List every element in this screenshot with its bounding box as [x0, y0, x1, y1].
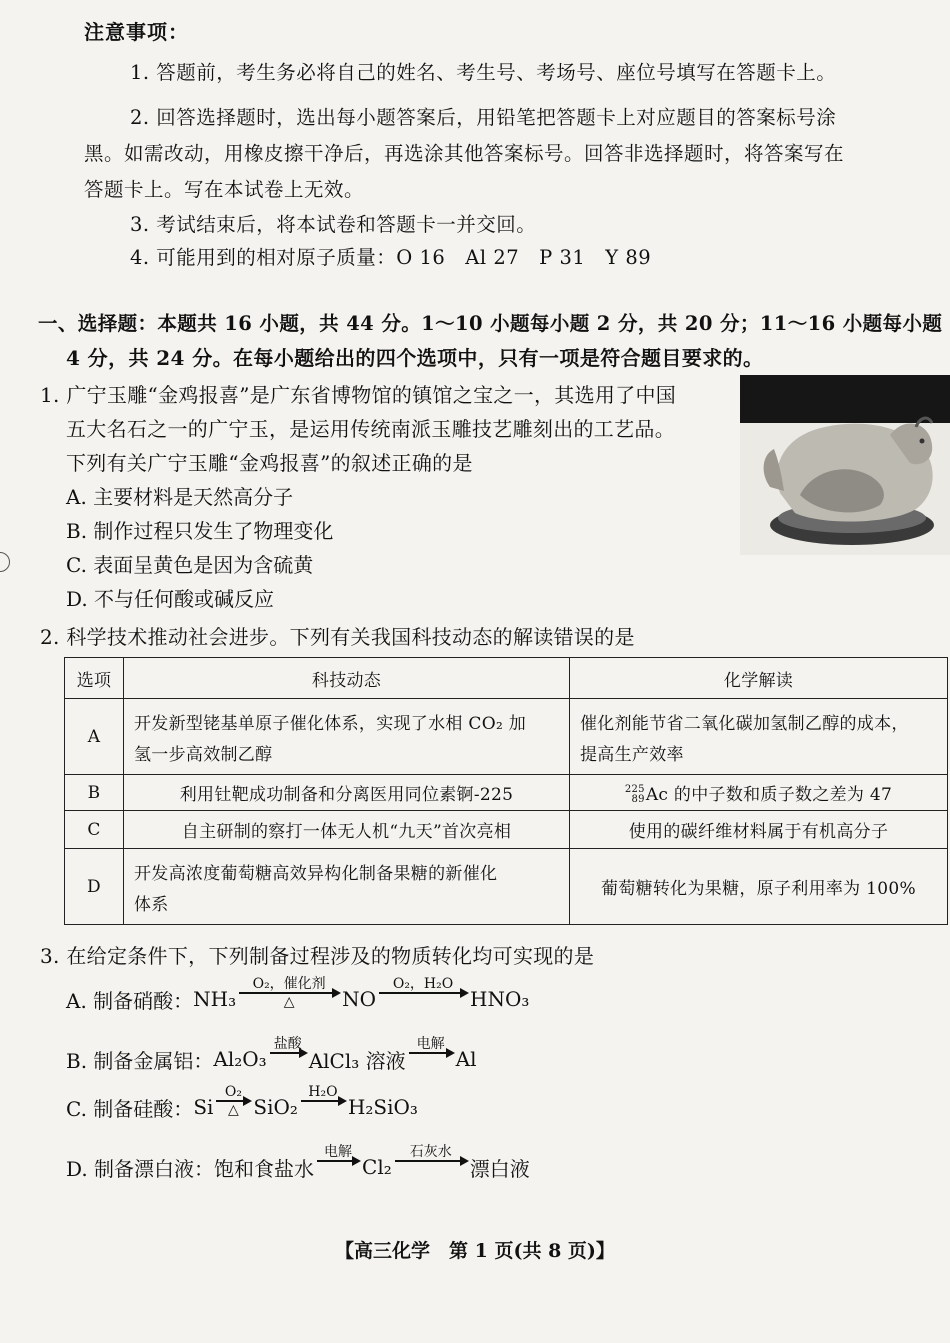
- notice-item: 答题卡上。写在本试卷上无效。: [84, 178, 365, 201]
- notice-item: 4. 可能用到的相对原子质量：O 16 Al 27 P 31 Y 89: [130, 246, 652, 269]
- table-cell-chem: [570, 699, 948, 775]
- cell-line: 催化剂能节省二氧化碳加氢制乙醇的成本，: [580, 713, 909, 734]
- table-cell-option: C: [65, 811, 124, 849]
- question-1-stem: 下列有关广宁玉雕“金鸡报喜”的叙述正确的是: [66, 451, 473, 475]
- question-3-option-c: [66, 1084, 418, 1124]
- reaction-arrow: [301, 1084, 345, 1118]
- arrow-line: [395, 1160, 467, 1162]
- table-cell-chem: [570, 775, 948, 811]
- atomic-number: 89: [631, 794, 645, 806]
- binding-hole-mark: [0, 552, 10, 572]
- table-cell-option: A: [65, 699, 124, 775]
- cell-line: 提高生产效率: [580, 744, 684, 765]
- substance: Al: [455, 1047, 477, 1071]
- table-row: [65, 699, 948, 775]
- cell-line: 氢一步高效制乙醇: [134, 744, 273, 765]
- substance: HNO₃: [470, 987, 530, 1011]
- reaction-arrow: [379, 976, 467, 1010]
- reaction-arrow: [395, 1144, 467, 1178]
- arrow-condition: △: [228, 1102, 239, 1118]
- arrow-condition: O₂: [224, 1084, 242, 1100]
- table-cell-tech: 自主研制的察打一体无人机“九天”首次亮相: [124, 811, 570, 849]
- reaction-arrow: [270, 1036, 306, 1070]
- substance: Cl₂: [362, 1155, 392, 1179]
- cell-text: Ac 的中子数和质子数之差为 47: [645, 784, 893, 805]
- substance: AlCl₃ 溶液: [308, 1048, 406, 1073]
- arrow-condition: O₂，H₂O: [392, 976, 454, 992]
- question-1-option-b: B. 制作过程只发生了物理变化: [66, 519, 334, 543]
- table-row: [65, 775, 948, 811]
- nuclide-notation: [625, 785, 645, 805]
- cell-line: 开发新型铑基单原子催化体系，实现了水相 CO₂ 加: [134, 713, 527, 734]
- question-2-stem: 2. 科学技术推动社会进步。下列有关我国科技动态的解读错误的是: [40, 625, 635, 649]
- table-cell-tech: 利用钍靶成功制备和分离医用同位素锕-225: [124, 775, 570, 811]
- question-1-stem: 五大名石之一的广宁玉，是运用传统南派玉雕技艺雕刻出的工艺品。: [66, 417, 675, 441]
- notice-item: 1. 答题前，考生务必将自己的姓名、考生号、考场号、座位号填写在答题卡上。: [130, 61, 837, 84]
- arrow-condition: O₂，催化剂: [252, 976, 326, 992]
- arrow-condition: H₂O: [308, 1084, 338, 1100]
- reaction-arrow: [409, 1036, 453, 1070]
- question-1-option-c: C. 表面呈黄色是因为含硫黄: [66, 553, 314, 577]
- table-cell-tech: [124, 699, 570, 775]
- question-3-option-b: [66, 1036, 477, 1076]
- substance: 饱和食盐水: [214, 1156, 315, 1181]
- arrow-condition: 电解: [324, 1144, 353, 1160]
- substance: Al₂O₃: [213, 1047, 267, 1071]
- notice-title: 注意事项：: [84, 20, 189, 44]
- arrow-line: [379, 992, 467, 994]
- substance: Si: [193, 1095, 214, 1119]
- arrow-condition: 盐酸: [273, 1036, 302, 1052]
- arrow-condition: 电解: [416, 1036, 445, 1052]
- question-3-stem: 3. 在给定条件下，下列制备过程涉及的物质转化均可实现的是: [40, 944, 595, 968]
- table-cell-chem: 使用的碳纤维材料属于有机高分子: [570, 811, 948, 849]
- table-row: [65, 849, 948, 925]
- arrow-line: [409, 1052, 453, 1054]
- arrow-line: [317, 1160, 359, 1162]
- cell-line: 体系: [134, 894, 169, 915]
- table-header: 化学解读: [570, 658, 948, 699]
- arrow-condition: △: [283, 994, 295, 1010]
- question-2-table: [64, 657, 948, 925]
- option-label: C. 制备硅酸：: [66, 1096, 194, 1121]
- reaction-arrow: [239, 976, 339, 1010]
- jade-rooster-photo: [740, 375, 950, 555]
- table-row: [65, 811, 948, 849]
- page-footer: 【高三化学 第 1 页(共 8 页)】: [335, 1240, 615, 1262]
- question-1-option-a: A. 主要材料是天然高分子: [66, 485, 294, 509]
- arrow-line: [270, 1052, 306, 1054]
- substance: H₂SiO₃: [347, 1095, 418, 1119]
- question-3-option-a: [66, 976, 530, 1016]
- question-3-option-d: [66, 1144, 530, 1184]
- table-header: 科技动态: [124, 658, 570, 699]
- arrow-line: [216, 1100, 250, 1102]
- reaction-arrow: [317, 1144, 359, 1178]
- table-header: 选项: [65, 658, 124, 699]
- table-cell-chem: 葡萄糖转化为果糖，原子利用率为 100%: [570, 849, 948, 925]
- notice-item: 3. 考试结束后，将本试卷和答题卡一并交回。: [130, 213, 537, 236]
- notice-item: 黑。如需改动，用橡皮擦干净后，再选涂其他答案标号。回答非选择题时，将答案写在: [84, 142, 845, 165]
- option-label: D. 制备漂白液：: [66, 1156, 215, 1181]
- question-1-option-d: D. 不与任何酸或碱反应: [66, 587, 275, 611]
- table-cell-option: D: [65, 849, 124, 925]
- question-1-stem: 1. 广宁玉雕“金鸡报喜”是广东省博物馆的镇馆之宝之一，其选用了中国: [40, 383, 677, 407]
- mass-number: 225: [624, 784, 645, 796]
- section-heading: 一、选择题：本题共 16 小题，共 44 分。1～10 小题每小题 2 分，共 20 分；11～16 小题每小题: [38, 312, 943, 335]
- table-cell-tech: [124, 849, 570, 925]
- substance: 漂白液: [469, 1156, 530, 1181]
- notice-item: 2. 回答选择题时，选出每小题答案后，用铅笔把答题卡上对应题目的答案标号涂: [130, 106, 837, 129]
- reaction-arrow: [216, 1084, 250, 1118]
- arrow-line: [301, 1100, 345, 1102]
- substance: SiO₂: [253, 1095, 298, 1119]
- section-heading-cont: 4 分，共 24 分。在每小题给出的四个选项中，只有一项是符合题目要求的。: [66, 346, 764, 370]
- arrow-condition: 石灰水: [409, 1144, 452, 1160]
- option-label: B. 制备金属铝：: [66, 1048, 214, 1073]
- table-cell-option: B: [65, 775, 124, 811]
- arrow-line: [239, 992, 339, 994]
- cell-line: 开发高浓度葡萄糖高效异构化制备果糖的新催化: [134, 863, 498, 884]
- substance: NO: [342, 987, 377, 1011]
- table-header-row: [65, 658, 948, 699]
- substance: NH₃: [193, 987, 237, 1011]
- option-label: A. 制备硝酸：: [66, 988, 194, 1013]
